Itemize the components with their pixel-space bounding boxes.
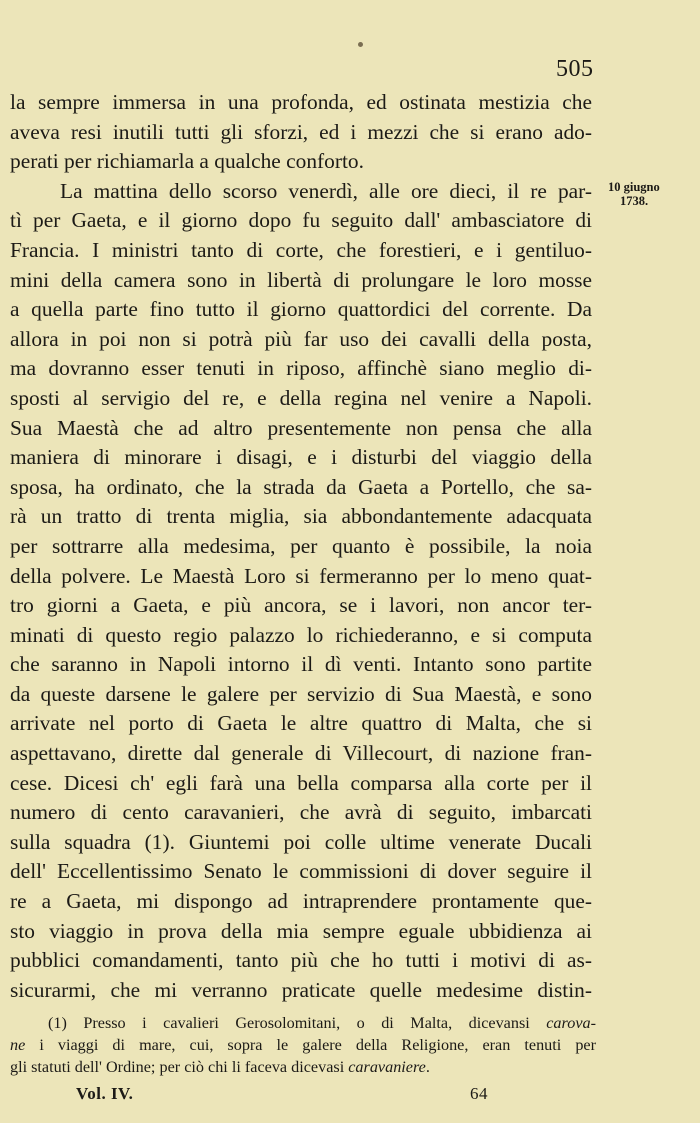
footnote-italic-term: carova- — [546, 1014, 596, 1032]
body-line: rà un tratto di trenta miglia, sia abbondantemente adacquata — [10, 504, 592, 529]
margin-note-date: 10 giugno — [608, 180, 660, 194]
body-line: sto viaggio in prova della mia sempre eguale ubbidienza ai — [10, 918, 592, 943]
footnote-line — [10, 1012, 596, 1034]
body-line: maniera di minorare i disagi, e i disturbi del viaggio della — [10, 445, 592, 470]
margin-note-year: 1738. — [620, 194, 649, 208]
signature-mark: 64 — [470, 1084, 488, 1103]
footnote-text: . — [425, 1058, 430, 1076]
page-number: 505 — [556, 56, 594, 82]
footnote-italic-term: ne — [10, 1036, 26, 1054]
body-line: allora in poi non si potrà più far uso dei cavalli della posta, — [10, 326, 592, 351]
body-line: sicurarmi, che mi verranno praticate quelle medesime distin- — [10, 977, 592, 1002]
footnote-text: i viaggi di mare, cui, sopra le galere della Religione, eran tenuti per — [25, 1036, 596, 1054]
footnote-line — [10, 1056, 596, 1078]
footnote-italic-term: caravaniere — [348, 1058, 426, 1076]
body-text — [10, 88, 592, 1005]
footnote-text: (1) Presso i cavalieri Gerosolomitani, o di Malta, dicevansi — [48, 1014, 547, 1032]
body-line: perati per richiamarla a qualche conforto. — [10, 149, 364, 174]
body-line: la sempre immersa in una profonda, ed ostinata mestizia che — [10, 90, 592, 114]
body-line: Sua Maestà che ad altro presentemente non pensa che alla — [10, 415, 592, 440]
body-line: per sottrarre alla medesima, per quanto è possibile, la noia — [10, 533, 592, 558]
body-line: arrivate nel porto di Gaeta le altre quattro di Malta, che si — [10, 711, 592, 736]
footnote — [10, 1012, 596, 1078]
body-line: La mattina dello scorso venerdì, alle ore dieci, il re par- — [60, 178, 592, 203]
body-line: numero di cento caravanieri, che avrà di seguito, imbarcati — [10, 800, 592, 825]
body-line: minati di questo regio palazzo lo richiederanno, e si computa — [10, 622, 592, 647]
body-line: tro giorni a Gaeta, e più ancora, se i lavori, non ancor ter- — [10, 593, 592, 618]
ink-speck — [358, 42, 363, 47]
body-line: re a Gaeta, mi dispongo ad intraprendere prontamente que- — [10, 889, 592, 914]
body-line: sulla squadra (1). Giuntemi poi colle ultime venerate Ducali — [10, 829, 592, 854]
volume-label: Vol. IV. — [76, 1084, 134, 1103]
body-line: tì per Gaeta, e il giorno dopo fu seguito dall' ambasciatore di — [10, 208, 592, 233]
body-line: cese. Dicesi ch' egli farà una bella comparsa alla corte per il — [10, 770, 592, 795]
body-line: sposti al servigio del re, e della regina nel venire a Napoli. — [10, 385, 592, 410]
body-line: aveva resi inutili tutti gli sforzi, ed i mezzi che si erano ado- — [10, 119, 592, 144]
body-line: Francia. I ministri tanto di corte, che forestieri, e i gentiluo- — [10, 237, 592, 262]
body-line: aspettavano, dirette dal generale di Villecourt, di nazione fran- — [10, 741, 592, 766]
body-line: mini della camera sono in libertà di prolungare le loro mosse — [10, 267, 592, 292]
body-line: pubblici comandamenti, tanto più che ho tutti i motivi di as- — [10, 948, 592, 973]
margin-date-note — [608, 180, 700, 208]
body-line: che saranno in Napoli intorno il dì venti. Intanto sono partite — [10, 652, 592, 677]
body-line: della polvere. Le Maestà Loro si fermeranno per lo meno quat- — [10, 563, 592, 588]
body-line: ma dovranno esser tenuti in riposo, affinchè siano meglio di- — [10, 356, 592, 381]
body-line: dell' Eccellentissimo Senato le commissioni di dover seguire il — [10, 859, 592, 884]
footnote-line — [10, 1034, 596, 1056]
body-line: a quella parte fino tutto il giorno quattordici del corrente. Da — [10, 297, 592, 322]
footnote-text: gli statuti dell' Ordine; per ciò chi li faceva dicevasi — [10, 1058, 349, 1076]
body-line: da queste darsene le galere per servizio di Sua Maestà, e sono — [10, 681, 592, 706]
body-line: sposa, ha ordinato, che la strada da Gaeta a Portello, che sa- — [10, 474, 592, 499]
